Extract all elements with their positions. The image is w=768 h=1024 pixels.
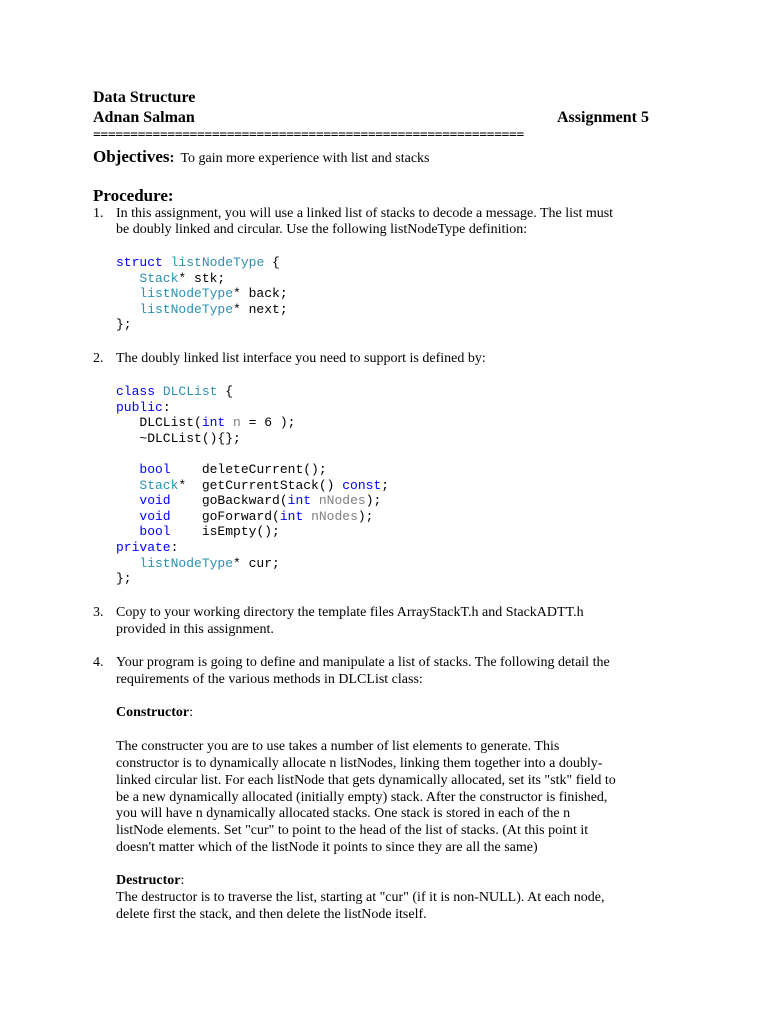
objectives-text: To gain more experience with list and stacks	[180, 151, 430, 166]
objectives-line	[93, 147, 429, 167]
destructor-line-2: delete first the stack, and then delete the listNode itself.	[116, 907, 427, 922]
author-name: Adnan Salman	[93, 109, 195, 126]
item-number: 2.	[93, 351, 104, 366]
constructor-colon: :	[189, 705, 193, 720]
code-line: class DLCList {	[116, 384, 234, 399]
constructor-line-6: listNode elements. Set "cur" to point to the head of the list of stacks. (At this point it	[116, 823, 589, 838]
header-rule: ==========================================================	[93, 128, 524, 143]
item-number: 4.	[93, 655, 104, 670]
code-line: private:	[116, 539, 179, 555]
item-2-line-1: The doubly linked list interface you need to support is defined by:	[116, 351, 486, 366]
objectives-label: Objectives	[93, 147, 170, 166]
constructor-line-2: constructor is to dynamically allocate n listNodes, linking them together into a doubly-	[116, 756, 603, 771]
item-1-line-1: In this assignment, you will use a linked list of stacks to decode a message. The list must	[116, 206, 614, 221]
code-line: };	[116, 317, 132, 333]
item-number: 3.	[93, 605, 104, 620]
destructor-colon: :	[180, 873, 185, 888]
code-line: void goBackward(int nNodes);	[139, 493, 382, 509]
constructor-line-3: linked circular list. For each listNode that gets dynamically allocated, set its "stk" field to	[116, 773, 616, 788]
code-line: };	[116, 571, 132, 587]
course-title: Data Structure	[93, 89, 196, 106]
constructor-line-7: doesn't matter which of the listNode it points to since they are all the same)	[116, 840, 538, 855]
item-1-line-2: be doubly linked and circular. Use the following listNodeType definition:	[116, 222, 528, 237]
item-4-line-2: requirements of the various methods in DLCList class:	[116, 672, 423, 687]
code-line: DLCList(int n = 6 );	[116, 415, 296, 431]
constructor-label: Constructor	[116, 705, 190, 720]
item-4-line-1: Your program is going to define and manipulate a list of stacks. The following detail the	[116, 655, 610, 670]
item-number: 1.	[93, 206, 104, 221]
code-line: bool deleteCurrent();	[139, 461, 327, 477]
code-struct	[116, 255, 288, 333]
code-line: struct listNodeType {	[116, 255, 280, 270]
code-line	[116, 446, 389, 462]
code-class	[116, 384, 389, 587]
destructor-heading	[116, 873, 184, 889]
code-line: listNodeType* back;	[139, 286, 288, 302]
constructor-line-1: The constructer you are to use takes a number of list elements to generate. This	[116, 739, 560, 754]
code-line: bool isEmpty();	[139, 524, 280, 540]
constructor-line-4: be a new dynamically allocated (initially empty) stack. After the constructor is finished,	[116, 790, 608, 805]
constructor-line-5: you will have n dynamically allocated stacks. One stack is stored in each of the n	[116, 806, 571, 821]
assignment-number: Assignment 5	[557, 109, 650, 126]
item-3-line-2: provided in this assignment.	[116, 622, 274, 637]
procedure-heading: Procedure:	[93, 186, 174, 205]
code-line: listNodeType* next;	[139, 301, 288, 317]
objectives-colon: :	[169, 150, 175, 166]
code-line: Stack* getCurrentStack() const;	[139, 477, 390, 493]
code-line: void goForward(int nNodes);	[139, 508, 374, 524]
destructor-label: Destructor	[116, 873, 181, 888]
code-line: Stack* stk;	[139, 270, 226, 286]
destructor-line-1: The destructor is to traverse the list, starting at "cur" (if it is non-NULL). At each node,	[116, 890, 605, 905]
code-line: ~DLCList(){};	[116, 430, 241, 446]
code-line: public:	[116, 399, 171, 415]
code-line: listNodeType* cur;	[139, 555, 280, 571]
item-3-line-1: Copy to your working directory the template files ArrayStackT.h and StackADTT.h	[116, 605, 584, 620]
constructor-heading	[116, 705, 193, 721]
